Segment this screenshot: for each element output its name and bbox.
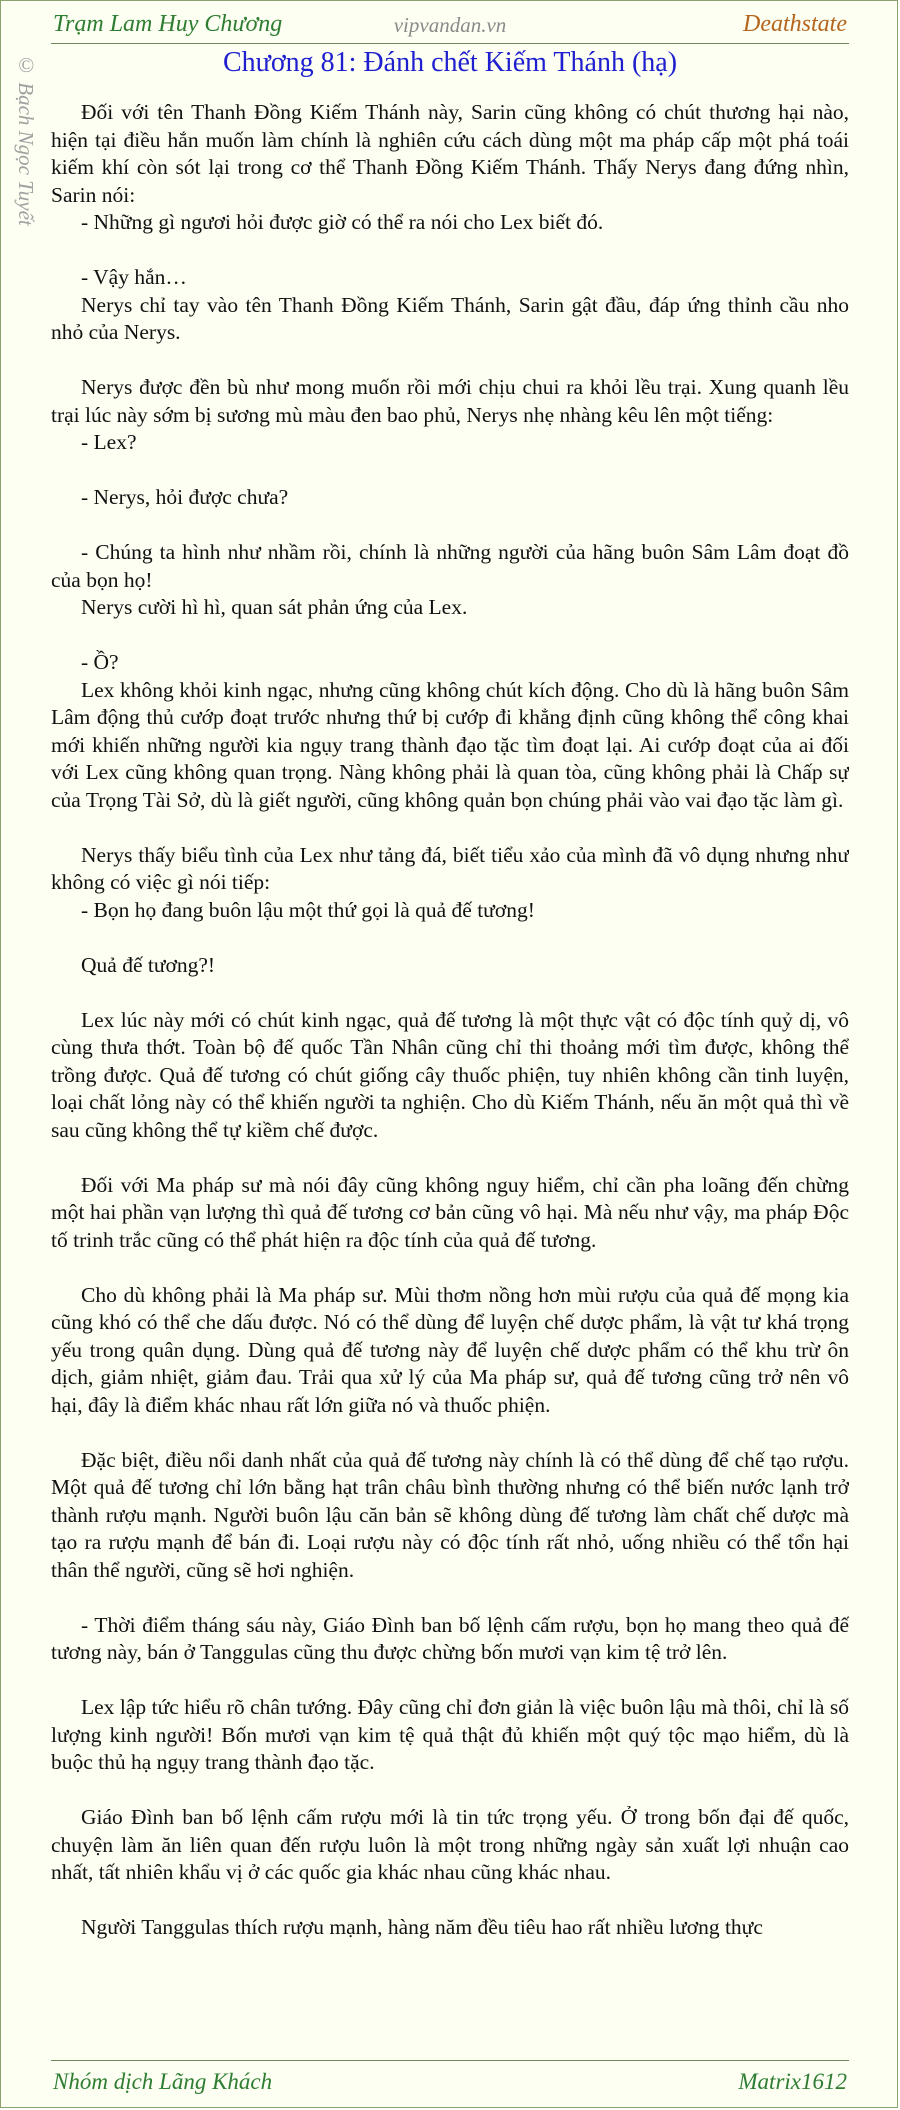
paragraph: Đặc biệt, điều nổi danh nhất của quả đế tương này chính là có thể dùng để chế tạo rượu. Một quả đế tương chỉ lớn bằng hạt trân châu bình thường nhưng có thể biến nước lạnh trở thành rượu mạnh. Người buôn lậu căn bản sẽ không dùng đế tương làm chất chế dược mà tạo ra rượu mạnh để bán đi. Loại rượu này có độc tính rất nhỏ, uống nhiều có thể tổn hại thân thể người, cũng sẽ hơi nghiện. [51, 1447, 849, 1582]
chapter-title: Chương 81: Đánh chết Kiếm Thánh (hạ) [222, 47, 678, 78]
header-author: Deathstate [743, 11, 847, 37]
paragraph: Lex không khỏi kinh ngạc, nhưng cũng không chút kích động. Cho dù là hãng buôn Sâm Lâm động thủ cướp đoạt trước nhưng thứ bị cướp đi khẳng định cũng không thể công khai mới khiến những người kia ngụy trang thành đạo tặc tìm đoạt lại. Ai cướp đoạt của ai đối với Lex cũng không quan trọng. Nàng không phải là quan tòa, cũng không phải là Chấp sự của Trọng Tài Sở, dù là giết người, cũng không quản bọn chúng phải vào vai đạo tặc làm gì. [51, 677, 849, 812]
paragraph: - Ồ? [81, 650, 119, 674]
paragraph: - Chúng ta hình như nhầm rồi, chính là những người của hãng buôn Sâm Lâm đoạt đồ của bọn họ! [51, 540, 849, 592]
paragraph-spacer [51, 1144, 849, 1172]
paragraph-spacer [51, 814, 849, 842]
paragraph: Nerys được đền bù như mong muốn rồi mới chịu chui ra khỏi lều trại. Xung quanh lều trại lúc này sớm bị sương mù màu đen bao phủ, Nerys nhẹ nhàng kêu lên một tiếng: [51, 375, 849, 427]
paragraph-spacer [51, 1887, 849, 1915]
paragraph: Quả đế tương?! [81, 952, 216, 977]
header-website[interactable]: vipvandan.vn [393, 13, 507, 37]
paragraph-spacer [51, 979, 849, 1007]
paragraph: - Vậy hắn… [81, 265, 187, 289]
paragraph-spacer [51, 1419, 849, 1447]
paragraph: - Những gì ngươi hỏi được giờ có thể ra nói cho Lex biết đó. [81, 210, 604, 234]
paragraph-spacer [51, 622, 849, 650]
paragraph-spacer [51, 512, 849, 540]
paragraph-spacer [51, 1254, 849, 1282]
header-group-name: Trạm Lam Huy Chương [53, 11, 283, 37]
paragraph: Nerys chỉ tay vào tên Thanh Đồng Kiếm Thánh, Sarin gật đầu, đáp ứng thỉnh cầu nho nhỏ của Nerys. [51, 292, 849, 344]
paragraph: Nerys thấy biểu tình của Lex như tảng đá, biết tiểu xảo của mình đã vô dụng nhưng như không có việc gì nói tiếp: [51, 842, 849, 894]
paragraph: Đối với Ma pháp sư mà nói đây cũng không nguy hiểm, chỉ cần pha loãng đến chừng một hai phần vạn lượng thì quả đế tương cơ bản cũng vô hại. Mà nếu như vậy, ma pháp Độc tố trinh trắc cũng có thể phát hiện ra độc tính của quả đế tương. [51, 1172, 849, 1252]
paragraph-spacer [51, 237, 849, 265]
paragraph: Lex lúc này mới có chút kinh ngạc, quả đế tương là một thực vật có độc tính quỷ dị, vô cùng thưa thớt. Toàn bộ đế quốc Tần Nhân cũng chỉ thi thoảng mới tìm được, không thể trồng được. Quả đế tương có chút giống cây thuốc phiện, tuy nhiên không cần tinh luyện, loại chất lỏng này có thể khiến người ta nghiện. Cho dù Kiếm Thánh, nếu ăn một quả thì về sau cũng không thể tự kiềm chế được. [51, 1007, 849, 1142]
side-credit-text: © Bạch Ngọc Tuyết [14, 53, 38, 226]
paragraph: Giáo Đình ban bố lệnh cấm rượu mới là tin tức trọng yếu. Ở trong bốn đại đế quốc, chuyện làm ăn liên quan đến rượu luôn là một trong những ngày sản xuất lợi nhuận cao nhất, tất nhiên khẩu vị ở các quốc gia khác nhau cũng khác nhau. [51, 1805, 849, 1884]
paragraph-spacer [51, 457, 849, 485]
chapter-body [51, 99, 849, 2051]
paragraph: - Bọn họ đang buôn lậu một thứ gọi là quả đế tương! [81, 897, 535, 922]
paragraph: Đối với tên Thanh Đồng Kiếm Thánh này, Sarin cũng không có chút thương hại nào, hiện tại điều hắn muốn làm chính là nghiên cứu cách dùng một ma pháp cấp một phá toái kiếm khí còn sót lại trong cơ thể Thanh Đồng Kiếm Thánh. Thấy Nerys đang đứng nhìn, Sarin nói: [51, 100, 849, 207]
paragraph-spacer [51, 924, 849, 952]
footer-translator: Nhóm dịch Lãng Khách [53, 2069, 273, 2094]
paragraph-spacer [51, 1777, 849, 1805]
paragraph-spacer [51, 1584, 849, 1612]
page-header [51, 7, 849, 44]
side-credit [11, 53, 41, 263]
paragraph: Nerys cười hì hì, quan sát phản ứng của Lex. [81, 595, 468, 619]
paragraph: Cho dù không phải là Ma pháp sư. Mùi thơm nồng hơn mùi rượu của quả đế mọng kia cũng khó có thể che dấu được. Nó có thể dùng để luyện chế dược phẩm, là vật tư khá trọng yếu trong quân dụng. Dùng quả đế tương này để luyện chế dược phẩm có thể khu trừ ôn dịch, giảm nhiệt, giảm đau. Trải qua xử lý của Ma pháp sư, quả đế tương cũng trở nên vô hại, đây là điểm khác nhau rất lớn giữa nó và thuốc phiện. [51, 1282, 849, 1417]
page-footer [51, 2060, 849, 2101]
paragraph: - Lex? [81, 430, 137, 454]
paragraph: - Nerys, hỏi được chưa? [81, 485, 289, 509]
paragraph-spacer [51, 1667, 849, 1695]
paragraph: Lex lập tức hiểu rõ chân tướng. Đây cũng chỉ đơn giản là việc buôn lậu mà thôi, chỉ là số lượng kinh người! Bốn mươi vạn kim tệ quả thật đủ khiến một quý tộc mạo hiểm, dù là buộc thủ hạ ngụy trang thành đạo tặc. [51, 1695, 849, 1774]
paragraph: Người Tanggulas thích rượu mạnh, hàng năm đều tiêu hao rất nhiều lương thực [81, 1915, 763, 1939]
paragraph-spacer [51, 347, 849, 375]
footer-editor: Matrix1612 [738, 2069, 847, 2094]
paragraph: - Thời điểm tháng sáu này, Giáo Đình ban bố lệnh cấm rượu, bọn họ mang theo quả đế tương này, bán ở Tanggulas cũng thu được chừng bốn mươi vạn kim tệ trở lên. [51, 1612, 849, 1664]
